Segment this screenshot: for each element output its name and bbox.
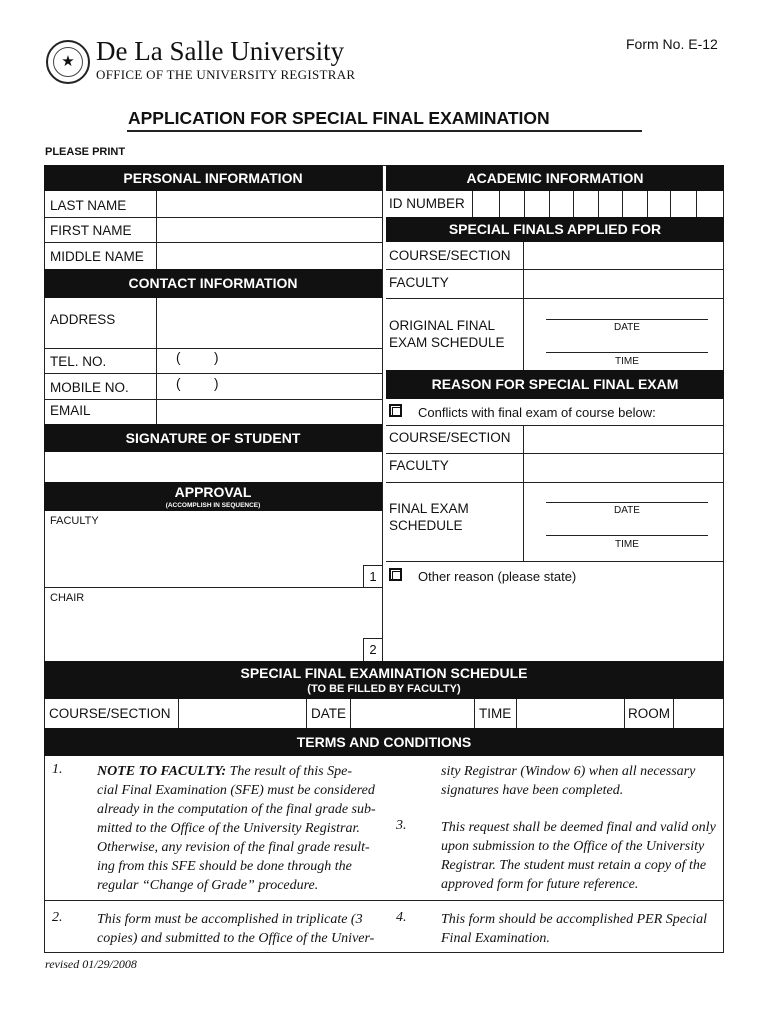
personal-info-heading: PERSONAL INFORMATION bbox=[44, 165, 382, 191]
term-3-line-2: upon submission to the Office of the University bbox=[441, 839, 705, 854]
star-icon: ★ bbox=[61, 53, 75, 70]
mobile-no-label: MOBILE NO. bbox=[50, 380, 129, 395]
schedule-date-label: DATE bbox=[311, 706, 347, 721]
term-1-line-4: mitted to the Office of the University Registrar. bbox=[97, 821, 360, 836]
step-1-box: 1 bbox=[363, 565, 382, 587]
faculty-signature-field[interactable] bbox=[44, 511, 382, 587]
tel-no-label: TEL. NO. bbox=[50, 354, 107, 369]
revised-date: revised 01/29/2008 bbox=[45, 957, 137, 971]
chair-signature-field[interactable] bbox=[44, 587, 382, 661]
conflict-checkbox[interactable] bbox=[389, 404, 402, 417]
please-print: PLEASE PRINT bbox=[45, 146, 126, 158]
email-field[interactable] bbox=[156, 399, 382, 424]
id-number-label: ID NUMBER bbox=[389, 196, 465, 211]
mobile-paren-open: ( bbox=[176, 376, 181, 391]
term-1-bold: NOTE TO FACULTY: bbox=[97, 764, 227, 779]
schedule-room-label: ROOM bbox=[628, 706, 670, 721]
last-name-field[interactable] bbox=[156, 191, 382, 217]
signature-field[interactable] bbox=[44, 452, 382, 482]
mobile-no-field[interactable] bbox=[156, 373, 382, 399]
term-2-cont-line-1: sity Registrar (Window 6) when all necessary bbox=[441, 764, 696, 779]
term-3-line-4: approved form for future reference. bbox=[441, 877, 639, 892]
term-1-line-2: cial Final Examination (SFE) must be considered bbox=[97, 783, 375, 798]
id-number-boxes[interactable] bbox=[472, 191, 724, 217]
term-4-number: 4. bbox=[396, 910, 407, 925]
term-1-line-7: regular “Change of Grade” procedure. bbox=[97, 878, 319, 893]
term-3-line-3: Registrar. The student must retain a copy of the bbox=[441, 858, 707, 873]
original-time-label: TIME bbox=[615, 356, 639, 367]
special-finals-heading: SPECIAL FINALS APPLIED FOR bbox=[386, 217, 724, 242]
course-section-field[interactable] bbox=[523, 242, 724, 269]
term-2-number: 2. bbox=[52, 910, 63, 925]
faculty-field[interactable] bbox=[523, 269, 724, 298]
term-2-cont-line-2: signatures have been completed. bbox=[441, 783, 624, 798]
term-2-text bbox=[97, 910, 379, 948]
original-time-line[interactable] bbox=[546, 352, 708, 353]
conflict-faculty-label: FACULTY bbox=[389, 458, 449, 473]
university-seal bbox=[46, 40, 90, 84]
tel-paren-open: ( bbox=[176, 350, 181, 365]
term-2-continued bbox=[441, 762, 721, 800]
original-schedule-label-2: EXAM SCHEDULE bbox=[389, 335, 505, 350]
original-date-label: DATE bbox=[614, 322, 640, 333]
term-3-line-1: This request shall be deemed final and valid only bbox=[441, 820, 716, 835]
schedule-course-section-field[interactable] bbox=[178, 699, 306, 728]
schedule-date-field[interactable] bbox=[350, 699, 474, 728]
mobile-paren-close: ) bbox=[214, 376, 219, 391]
original-schedule-label-1: ORIGINAL FINAL bbox=[389, 318, 496, 333]
faculty-label: FACULTY bbox=[389, 275, 449, 290]
tel-paren-close: ) bbox=[214, 350, 219, 365]
first-name-label: FIRST NAME bbox=[50, 223, 132, 238]
final-time-label: TIME bbox=[615, 539, 639, 550]
terms-heading: TERMS AND CONDITIONS bbox=[44, 728, 724, 756]
term-3-text bbox=[441, 818, 721, 894]
term-1-number: 1. bbox=[52, 762, 63, 777]
reason-heading: REASON FOR SPECIAL FINAL EXAM bbox=[386, 370, 724, 399]
term-4-line-1: This form should be accomplished PER Special bbox=[441, 912, 707, 927]
term-1-line-6: ing from this SFE should be done through the bbox=[97, 859, 352, 874]
original-date-line[interactable] bbox=[546, 319, 708, 320]
first-name-field[interactable] bbox=[156, 217, 382, 242]
conflict-course-section-field[interactable] bbox=[523, 425, 724, 453]
term-1-line-5: Otherwise, any revision of the final grade result- bbox=[97, 840, 370, 855]
approval-title: APPROVAL bbox=[174, 484, 252, 500]
academic-info-heading: ACADEMIC INFORMATION bbox=[386, 165, 724, 191]
middle-name-label: MIDDLE NAME bbox=[50, 249, 144, 264]
other-reason-label: Other reason (please state) bbox=[418, 569, 577, 584]
schedule-time-label: TIME bbox=[479, 706, 512, 721]
term-4-text bbox=[441, 910, 721, 948]
term-1-line-1: The result of this Spe- bbox=[226, 764, 353, 779]
schedule-time-field[interactable] bbox=[516, 699, 624, 728]
schedule-heading bbox=[44, 661, 724, 699]
term-3-number: 3. bbox=[396, 818, 407, 833]
last-name-label: LAST NAME bbox=[50, 198, 127, 213]
approval-chair-label: CHAIR bbox=[50, 592, 85, 604]
conflict-course-section-label: COURSE/SECTION bbox=[389, 430, 511, 445]
term-1-line-3: already in the computation of the final grade sub- bbox=[97, 802, 376, 817]
term-4-line-2: Final Examination. bbox=[441, 931, 550, 946]
final-date-label: DATE bbox=[614, 505, 640, 516]
schedule-sub: (TO BE FILLED BY FACULTY) bbox=[307, 683, 461, 695]
conflict-label: Conflicts with final exam of course below: bbox=[418, 405, 656, 420]
conflict-faculty-field[interactable] bbox=[523, 453, 724, 482]
schedule-course-section-label: COURSE/SECTION bbox=[49, 706, 171, 721]
address-field[interactable] bbox=[156, 298, 382, 348]
tel-no-field[interactable] bbox=[156, 348, 382, 373]
final-schedule-label-1: FINAL EXAM bbox=[389, 501, 469, 516]
address-label: ADDRESS bbox=[50, 312, 116, 327]
approval-heading bbox=[44, 482, 382, 511]
step-2-box: 2 bbox=[363, 638, 382, 661]
term-1-text bbox=[97, 762, 377, 895]
course-section-label: COURSE/SECTION bbox=[389, 248, 511, 263]
final-date-line[interactable] bbox=[546, 502, 708, 503]
form-number: Form No. E-12 bbox=[626, 36, 718, 52]
final-time-line[interactable] bbox=[546, 535, 708, 536]
final-schedule-label-2: SCHEDULE bbox=[389, 518, 463, 533]
signature-heading: SIGNATURE OF STUDENT bbox=[44, 424, 382, 452]
schedule-title: SPECIAL FINAL EXAMINATION SCHEDULE bbox=[240, 665, 528, 681]
email-label: EMAIL bbox=[50, 403, 91, 418]
other-reason-checkbox[interactable] bbox=[389, 568, 402, 581]
middle-name-field[interactable] bbox=[156, 242, 382, 269]
schedule-room-field[interactable] bbox=[673, 699, 724, 728]
contact-info-heading: CONTACT INFORMATION bbox=[44, 269, 382, 298]
other-reason-field[interactable] bbox=[386, 586, 724, 661]
form-title: APPLICATION FOR SPECIAL FINAL EXAMINATION bbox=[128, 108, 550, 128]
term-2-line-2: copies) and submitted to the Office of the Univer- bbox=[97, 931, 375, 946]
office-name: OFFICE OF THE UNIVERSITY REGISTRAR bbox=[96, 67, 356, 82]
approval-faculty-label: FACULTY bbox=[50, 515, 99, 527]
university-name: De La Salle University bbox=[96, 36, 345, 66]
term-2-line-1: This form must be accomplished in triplicate (3 bbox=[97, 912, 363, 927]
approval-note: (ACCOMPLISH IN SEQUENCE) bbox=[165, 502, 261, 509]
